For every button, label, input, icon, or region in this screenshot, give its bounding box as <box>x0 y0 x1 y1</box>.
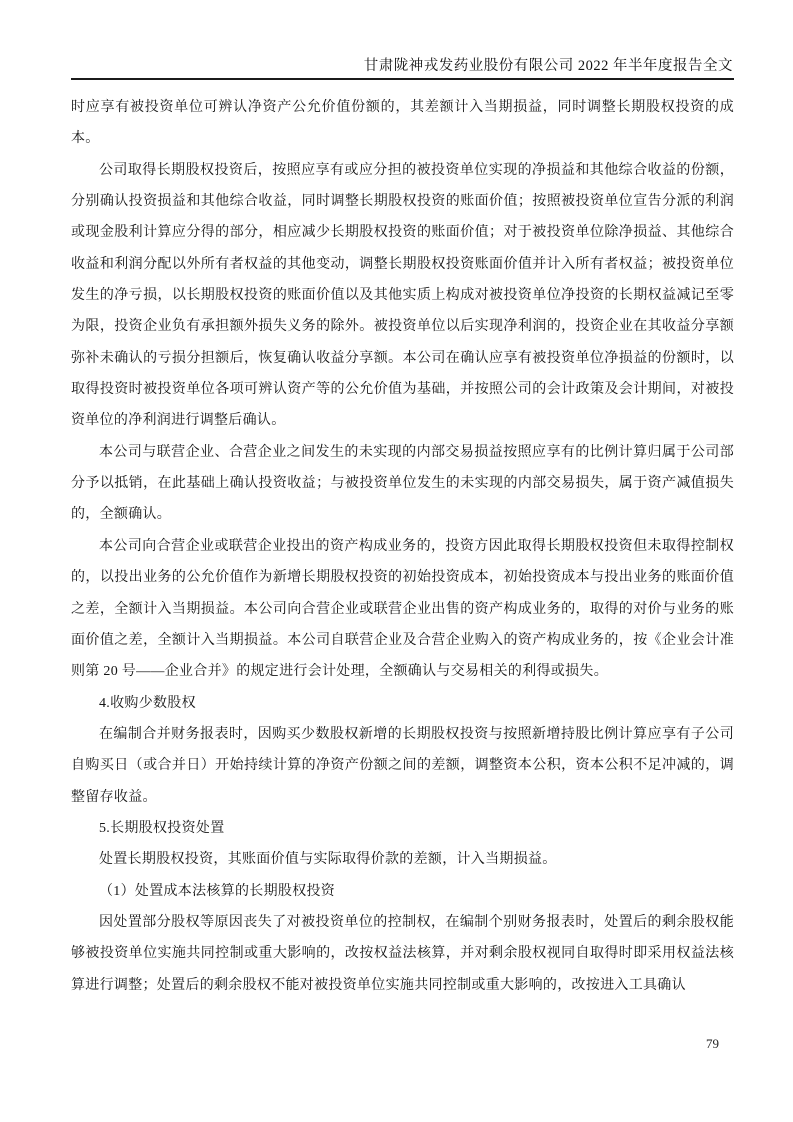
paragraph: 本公司向合营企业或联营企业投出的资产构成业务的，投资方因此取得长期股权投资但未取得控制权的，以投出业务的公允价值作为新增长期股权投资的初始投资成本，初始投资成本与投出业务的账面价值之差，全额计入当期损益。本公司向合营企业或联营企业出售的资产构成业务的，取得的对价与业务的账面价值之差，全额计入当期损益。本公司自联营企业及合营企业购入的资产构成业务的，按《企业会计准则第 20 号——企业合并》的规定进行会计处理，全额确认与交易相关的利得或损失。 <box>71 538 734 680</box>
paragraph: 在编制合并财务报表时，因购买少数股权新增的长期股权投资与按照新增持股比例计算应享有子公司自购买日（或合并日）开始持续计算的净资产份额之间的差额，调整资本公积，资本公积不足冲减的，调整留存收益。 <box>71 726 734 805</box>
section-heading-5: 5.长期股权投资处置 <box>99 820 225 836</box>
section-heading-4: 4.收购少数股权 <box>99 695 196 711</box>
document-body <box>71 92 734 1001</box>
paragraph: 处置长期股权投资，其账面价值与实际取得价款的差额，计入当期损益。 <box>99 852 557 868</box>
paragraph: 本公司与联营企业、合营企业之间发生的未实现的内部交易损益按照应享有的比例计算归属于公司部分予以抵销，在此基础上确认投资收益；与被投资单位发生的未实现的内部交易损失，属于资产减值损失的，全额确认。 <box>71 444 734 523</box>
report-header-title: 甘肃陇神戎发药业股份有限公司 2022 年半年度报告全文 <box>363 58 733 74</box>
page-number: 79 <box>706 1036 719 1051</box>
paragraph: 公司取得长期股权投资后，按照应享有或应分担的被投资单位实现的净损益和其他综合收益的份额，分别确认投资损益和其他综合收益，同时调整长期股权投资的账面价值；按照被投资单位宣告分派的利润或现金股利计算应分得的部分，相应减少长期股权投资的账面价值；对于被投资单位除净损益、其他综合收益和利润分配以外所有者权益的其他变动，调整长期股权投资账面价值并计入所有者权益；被投资单位发生的净亏损，以长期股权投资的账面价值以及其他实质上构成对被投资单位净投资的长期权益减记至零为限，投资企业负有承担额外损失义务的除外。被投资单位以后实现净利润的，投资企业在其收益分享额弥补未确认的亏损分担额后，恢复确认收益分享额。本公司在确认应享有被投资单位净损益的份额时，以取得投资时被投资单位各项可辨认资产等的公允价值为基础，并按照公司的会计政策及会计期间，对被投资单位的净利润进行调整后确认。 <box>71 162 734 429</box>
paragraph: 因处置部分股权等原因丧失了对被投资单位的控制权，在编制个别财务报表时，处置后的剩余股权能够被投资单位实施共同控制或重大影响的，改按权益法核算，并对剩余股权视同自取得时即采用权益法核算进行调整；处置后的剩余股权不能对被投资单位实施共同控制或重大影响的，改按进入工具确认 <box>71 914 734 993</box>
sub-section-heading-1: （1）处置成本法核算的长期股权投资 <box>99 883 336 899</box>
paragraph-continuation: 时应享有被投资单位可辨认净资产公允价值份额的，其差额计入当期损益，同时调整长期股权投资的成本。 <box>71 100 734 147</box>
header-rule <box>71 78 734 80</box>
